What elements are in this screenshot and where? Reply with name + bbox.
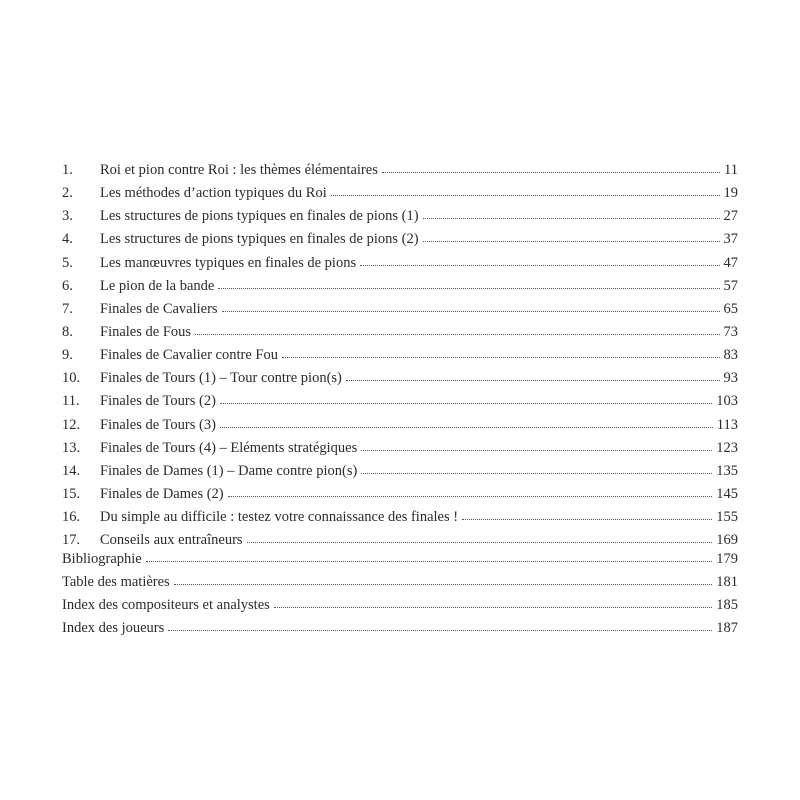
entry-title: Finales de Cavalier contre Fou (100, 347, 278, 364)
chapter-number: 11. (62, 393, 80, 410)
toc-entry (62, 571, 738, 594)
chapter-number: 17. (62, 532, 81, 549)
entry-title: Les manœuvres typiques en finales de pions (100, 254, 357, 271)
toc-entry (62, 414, 738, 437)
chapter-number: 2. (62, 185, 73, 202)
dot-leader (423, 218, 720, 219)
toc-entry (62, 205, 738, 228)
entry-title: Index des joueurs (62, 620, 165, 637)
dot-leader (220, 403, 712, 404)
dot-leader (174, 584, 713, 585)
toc-entry (62, 321, 738, 344)
dot-leader (346, 380, 720, 381)
page-number: 181 (716, 574, 738, 591)
toc-entry (62, 298, 738, 321)
dot-leader (423, 241, 720, 242)
chapter-number: 3. (62, 208, 73, 225)
dot-leader (220, 427, 713, 428)
dot-leader (382, 172, 720, 173)
dot-leader (218, 288, 719, 289)
page-number: 179 (716, 551, 738, 567)
page-number: 123 (716, 439, 738, 456)
toc-entry (62, 483, 738, 506)
entry-title: Index des compositeurs et analystes (62, 597, 270, 614)
dot-leader (146, 561, 713, 562)
toc-entry (62, 228, 738, 251)
page-number: 73 (723, 323, 738, 340)
chapter-number: 15. (62, 485, 81, 502)
chapter-number: 6. (62, 277, 73, 294)
dot-leader (274, 607, 712, 608)
back-matter-list (62, 548, 738, 641)
entry-title: Finales de Cavaliers (100, 300, 218, 317)
chapter-number: 13. (62, 439, 81, 456)
dot-leader (361, 473, 712, 474)
entry-title: Conseils aux entraîneurs (100, 532, 243, 549)
entry-title: Finales de Tours (3) (100, 416, 216, 433)
page-number: 135 (716, 462, 738, 479)
page-number: 47 (723, 254, 738, 271)
dot-leader (361, 450, 712, 451)
dot-leader (247, 542, 713, 543)
toc-entry (62, 437, 738, 460)
chapter-number: 8. (62, 323, 73, 340)
entry-title: Les structures de pions typiques en finales de pions (1) (100, 208, 419, 225)
page-number: 103 (716, 393, 738, 410)
page-number: 93 (723, 370, 738, 387)
toc-entry (62, 367, 738, 390)
entry-title: Roi et pion contre Roi : les thèmes élémentaires (100, 162, 378, 178)
toc-entry (62, 344, 738, 367)
dot-leader (222, 311, 720, 312)
toc-entry (62, 460, 738, 483)
chapter-list (62, 159, 738, 552)
chapter-number: 7. (62, 300, 73, 317)
page-number: 155 (716, 509, 738, 526)
page-number: 113 (716, 416, 738, 433)
page-number: 185 (716, 597, 738, 614)
toc-entry (62, 548, 738, 571)
chapter-number: 4. (62, 231, 73, 248)
toc-entry (62, 252, 738, 275)
page-number: 19 (723, 185, 738, 202)
entry-title: Finales de Dames (1) – Dame contre pion(s) (100, 462, 358, 479)
chapter-number: 14. (62, 462, 81, 479)
dot-leader (168, 630, 712, 631)
chapter-number: 12. (62, 416, 81, 433)
entry-title: Les méthodes d’action typiques du Roi (100, 185, 327, 202)
dot-leader (360, 265, 719, 266)
entry-title: Finales de Dames (2) (100, 485, 224, 502)
page-number: 83 (723, 347, 738, 364)
entry-title: Finales de Fous (100, 323, 192, 340)
chapter-number: 5. (62, 254, 73, 271)
entry-title: Finales de Tours (1) – Tour contre pion(s) (100, 370, 342, 387)
dot-leader (331, 195, 720, 196)
toc-entry (62, 594, 738, 617)
page-number: 37 (723, 231, 738, 248)
page-number: 57 (723, 277, 738, 294)
entry-title: Finales de Tours (2) (100, 393, 216, 410)
page-number: 145 (716, 485, 738, 502)
toc-entry (62, 506, 738, 529)
dot-leader (195, 334, 719, 335)
toc-entry (62, 182, 738, 205)
chapter-number: 1. (62, 162, 73, 178)
chapter-number: 9. (62, 347, 73, 364)
entry-title: Du simple au difficile : testez votre connaissance des finales ! (100, 509, 459, 526)
entry-title: Table des matières (62, 574, 170, 591)
entry-title: Bibliographie (62, 551, 142, 567)
toc-entry (62, 617, 738, 640)
page-number: 27 (723, 208, 738, 225)
toc-entry (62, 275, 738, 298)
entry-title: Le pion de la bande (100, 277, 215, 294)
page-number: 11 (724, 162, 738, 178)
page-number: 187 (716, 620, 738, 637)
page-number: 169 (716, 532, 738, 549)
toc-entry (62, 159, 738, 182)
dot-leader (282, 357, 720, 358)
entry-title: Finales de Tours (4) – Eléments stratégiques (100, 439, 358, 456)
toc-entry (62, 390, 738, 413)
dot-leader (228, 496, 713, 497)
dot-leader (462, 519, 712, 520)
chapter-number: 10. (62, 370, 81, 387)
entry-title: Les structures de pions typiques en finales de pions (2) (100, 231, 419, 248)
chapter-number: 16. (62, 509, 81, 526)
page-number: 65 (723, 300, 738, 317)
